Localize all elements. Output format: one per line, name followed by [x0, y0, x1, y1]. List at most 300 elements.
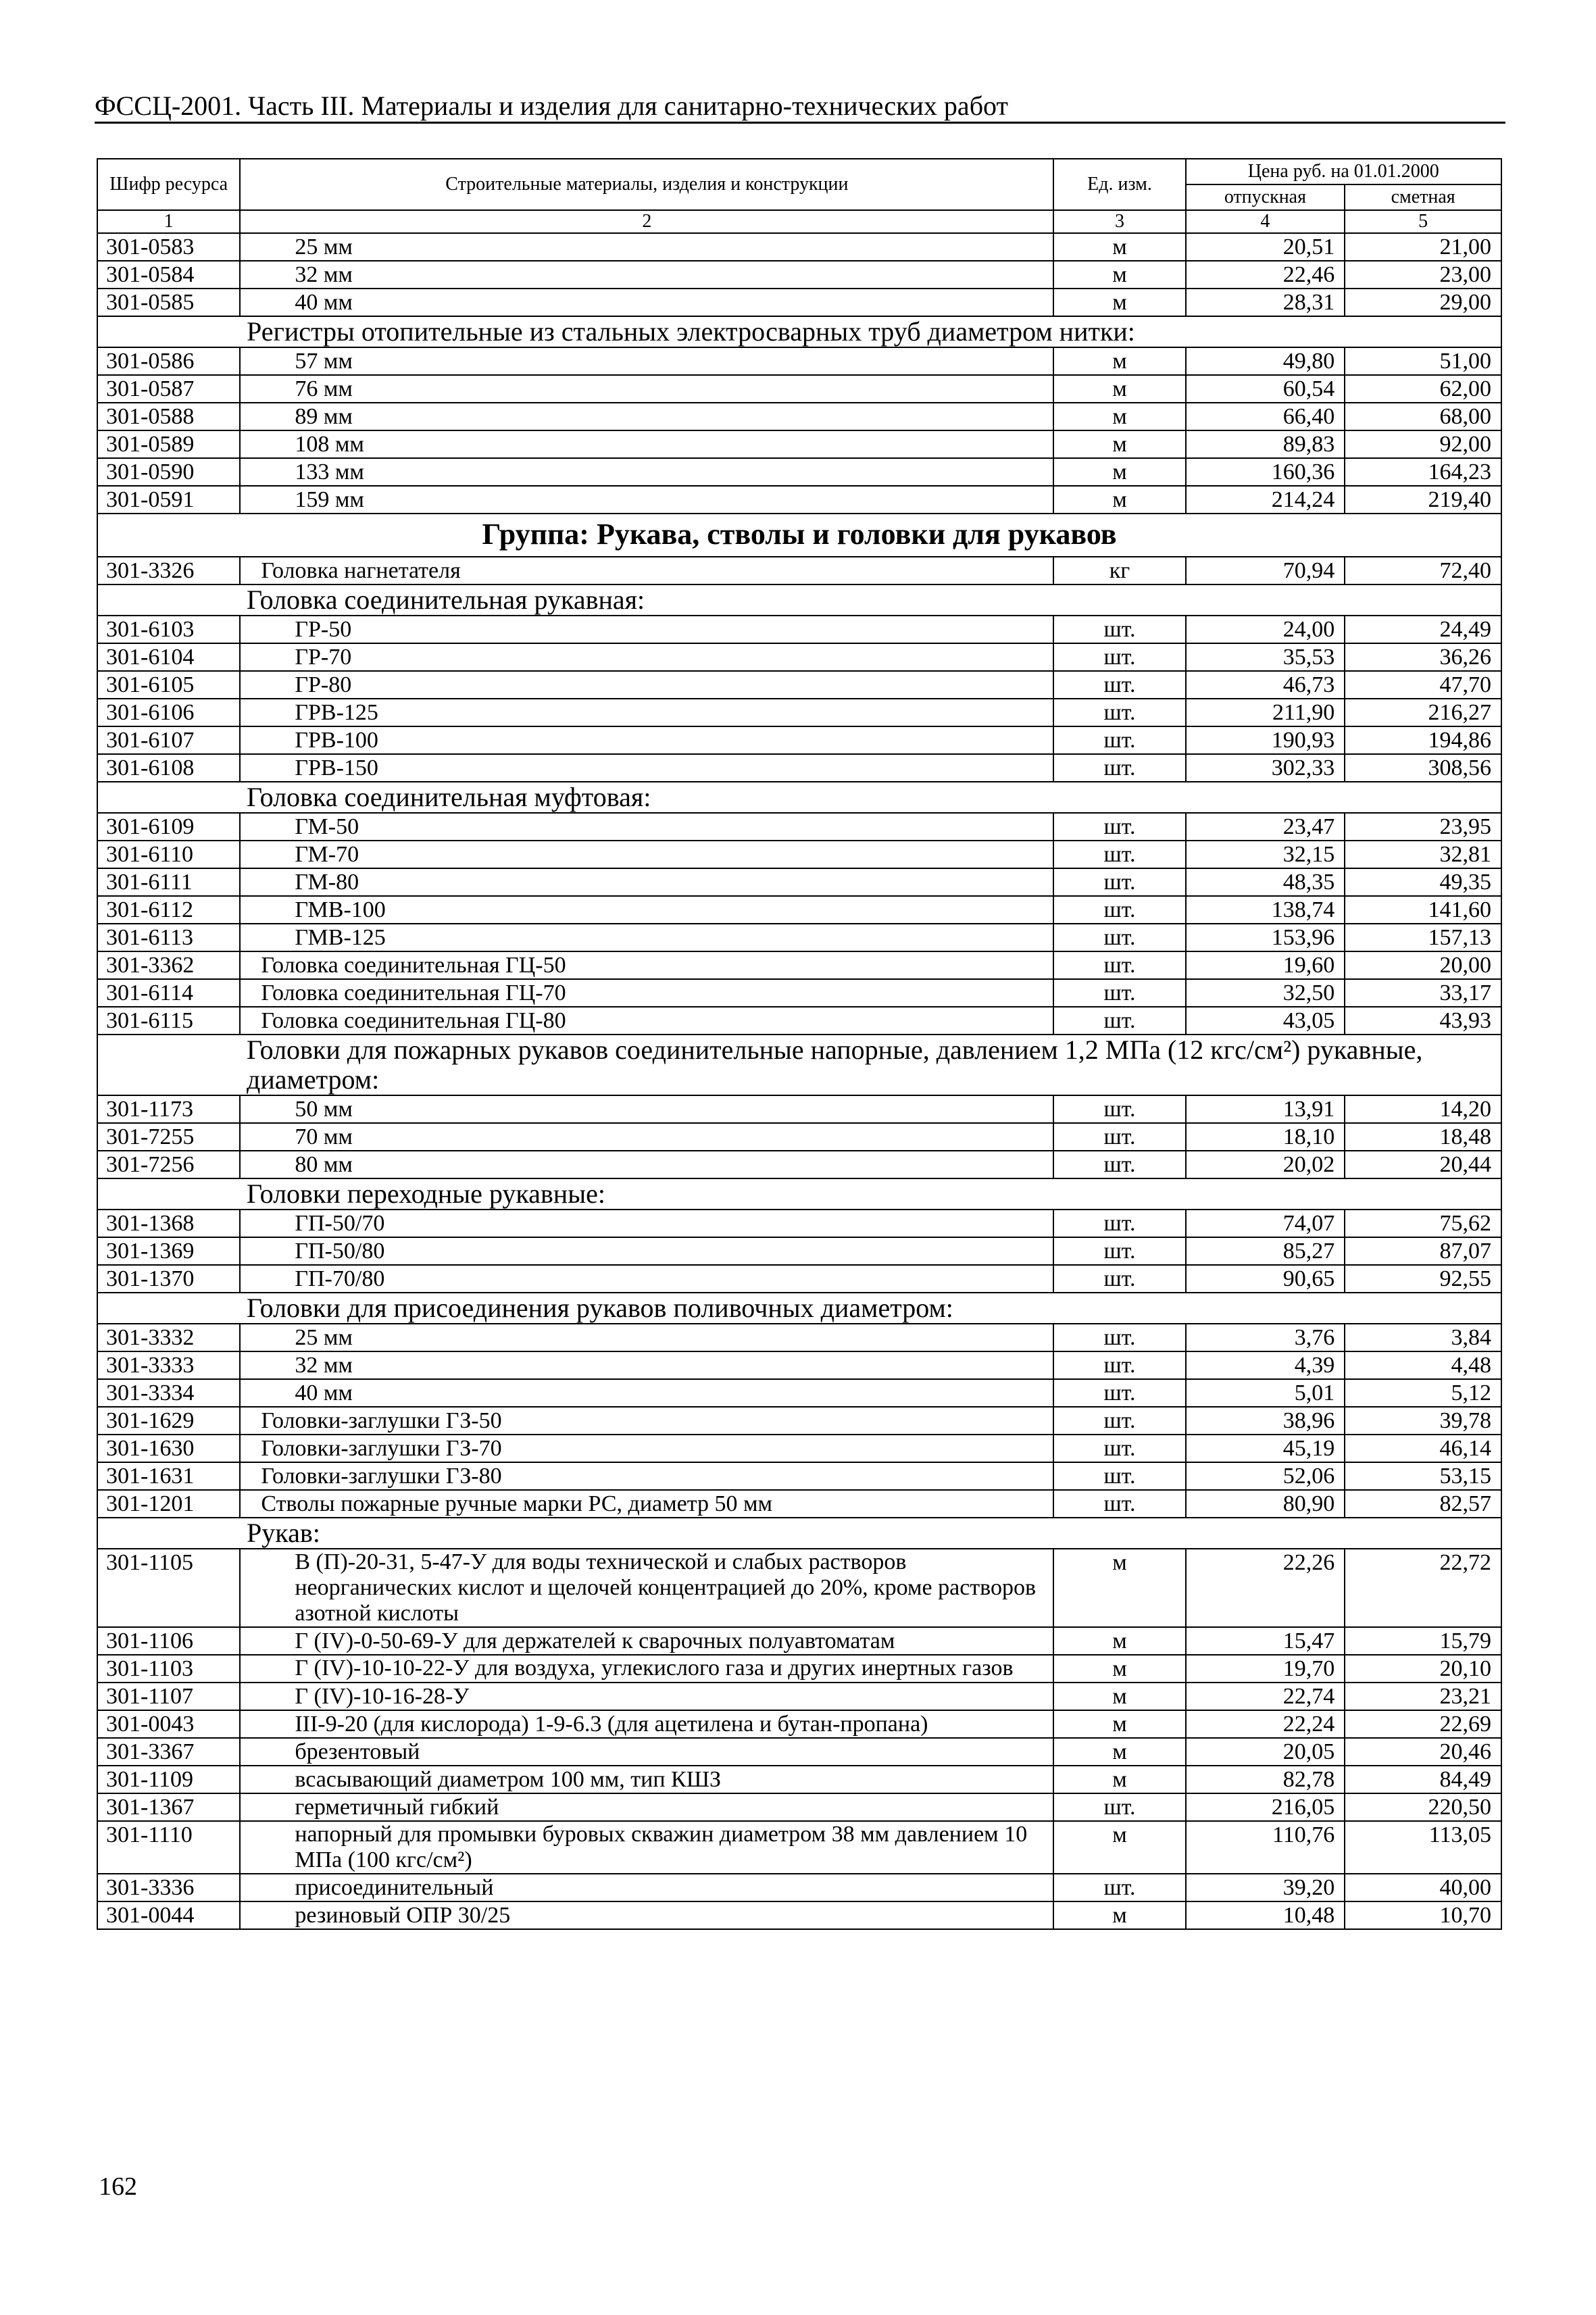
material-name: Г (IV)-10-16-28-У	[240, 1683, 1053, 1710]
release-price: 49,80	[1186, 347, 1345, 375]
unit: шт.	[1053, 979, 1185, 1007]
unit: м	[1053, 1738, 1185, 1766]
resource-code: 301-3336	[97, 1874, 240, 1901]
release-price: 28,31	[1186, 289, 1345, 316]
unit: шт.	[1053, 841, 1185, 868]
release-price: 74,07	[1186, 1210, 1345, 1237]
unit: шт.	[1053, 1462, 1185, 1490]
estimate-price: 49,35	[1345, 868, 1501, 896]
table-row	[97, 375, 1501, 403]
unit: шт.	[1053, 1324, 1185, 1351]
estimate-price: 194,86	[1345, 726, 1501, 754]
resource-code: 301-0591	[97, 486, 240, 514]
unit: шт.	[1053, 924, 1185, 951]
unit: шт.	[1053, 671, 1185, 699]
resource-code: 301-0590	[97, 458, 240, 486]
release-price: 22,24	[1186, 1710, 1345, 1738]
unit: шт.	[1053, 1265, 1185, 1293]
estimate-price: 92,55	[1345, 1265, 1501, 1293]
table-row	[97, 1265, 1501, 1293]
material-name: 32 мм	[240, 1351, 1053, 1379]
resource-code: 301-3367	[97, 1738, 240, 1766]
resource-code: 301-6105	[97, 671, 240, 699]
material-name: ГРВ-125	[240, 699, 1053, 726]
table-row	[97, 754, 1501, 782]
resource-code: 301-6111	[97, 868, 240, 896]
material-name: Головка соединительная ГЦ-80	[240, 1007, 1053, 1035]
unit: м	[1053, 1627, 1185, 1655]
estimate-price: 39,78	[1345, 1407, 1501, 1435]
table-row	[97, 1738, 1501, 1766]
estimate-price: 23,21	[1345, 1683, 1501, 1710]
release-price: 89,83	[1186, 430, 1345, 458]
subheading-text: Головки переходные рукавные:	[97, 1178, 1501, 1210]
table-row	[97, 868, 1501, 896]
unit: м	[1053, 1821, 1185, 1874]
material-name: ГМ-70	[240, 841, 1053, 868]
release-price: 35,53	[1186, 643, 1345, 671]
unit: шт.	[1053, 726, 1185, 754]
release-price: 214,24	[1186, 486, 1345, 514]
estimate-price: 157,13	[1345, 924, 1501, 951]
material-name: 25 мм	[240, 233, 1053, 261]
material-name: 25 мм	[240, 1324, 1053, 1351]
release-price: 211,90	[1186, 699, 1345, 726]
resource-code: 301-0043	[97, 1710, 240, 1738]
col-number: 5	[1345, 210, 1501, 233]
table-row	[97, 1435, 1501, 1462]
estimate-price: 82,57	[1345, 1490, 1501, 1518]
table-row	[97, 1379, 1501, 1407]
material-name: 50 мм	[240, 1095, 1053, 1123]
estimate-price: 32,81	[1345, 841, 1501, 868]
col-number: 3	[1053, 210, 1185, 233]
material-name: ГМ-80	[240, 868, 1053, 896]
table-row	[97, 1095, 1501, 1123]
unit: шт.	[1053, 1407, 1185, 1435]
release-price: 302,33	[1186, 754, 1345, 782]
table-row	[97, 1123, 1501, 1151]
material-name: Головки-заглушки ГЗ-80	[240, 1462, 1053, 1490]
table-row	[97, 1462, 1501, 1490]
table-row	[97, 1710, 1501, 1738]
estimate-price: 22,69	[1345, 1710, 1501, 1738]
resource-code: 301-6106	[97, 699, 240, 726]
estimate-price: 72,40	[1345, 557, 1501, 584]
material-name: 76 мм	[240, 375, 1053, 403]
material-name: ГП-50/70	[240, 1210, 1053, 1237]
table-row	[97, 261, 1501, 289]
estimate-price: 10,70	[1345, 1901, 1501, 1929]
resource-code: 301-1370	[97, 1265, 240, 1293]
estimate-price: 3,84	[1345, 1324, 1501, 1351]
material-name: 40 мм	[240, 289, 1053, 316]
estimate-price: 33,17	[1345, 979, 1501, 1007]
estimate-price: 141,60	[1345, 896, 1501, 924]
table-row	[97, 458, 1501, 486]
material-name: брезентовый	[240, 1738, 1053, 1766]
resource-code: 301-6115	[97, 1007, 240, 1035]
release-price: 160,36	[1186, 458, 1345, 486]
resource-code: 301-3332	[97, 1324, 240, 1351]
release-price: 22,74	[1186, 1683, 1345, 1710]
table-row	[97, 1237, 1501, 1265]
estimate-price: 216,27	[1345, 699, 1501, 726]
unit: м	[1053, 375, 1185, 403]
subheading-text: Головки для присоединения рукавов поливочных диаметром:	[97, 1293, 1501, 1324]
col-number: 1	[97, 210, 240, 233]
material-name: резиновый ОПР 30/25	[240, 1901, 1053, 1929]
material-name: Головки-заглушки ГЗ-70	[240, 1435, 1053, 1462]
release-price: 3,76	[1186, 1324, 1345, 1351]
material-name: 108 мм	[240, 430, 1053, 458]
table-row	[97, 1821, 1501, 1874]
unit: шт.	[1053, 896, 1185, 924]
unit: шт.	[1053, 1123, 1185, 1151]
unit: шт.	[1053, 1210, 1185, 1237]
table-row	[97, 1324, 1501, 1351]
material-name: Г (IV)-0-50-69-У для держателей к сварочных полуавтоматам	[240, 1627, 1053, 1655]
table-row	[97, 1007, 1501, 1035]
material-name: 80 мм	[240, 1151, 1053, 1178]
table-row	[97, 289, 1501, 316]
subheading-row	[97, 584, 1501, 616]
estimate-price: 20,46	[1345, 1738, 1501, 1766]
release-price: 13,91	[1186, 1095, 1345, 1123]
release-price: 90,65	[1186, 1265, 1345, 1293]
material-name: ГП-70/80	[240, 1265, 1053, 1293]
release-price: 43,05	[1186, 1007, 1345, 1035]
estimate-price: 219,40	[1345, 486, 1501, 514]
release-price: 20,51	[1186, 233, 1345, 261]
unit: шт.	[1053, 754, 1185, 782]
resource-code: 301-1631	[97, 1462, 240, 1490]
resource-code: 301-3362	[97, 951, 240, 979]
material-name: Головки-заглушки ГЗ-50	[240, 1407, 1053, 1435]
resource-code: 301-0583	[97, 233, 240, 261]
table-row	[97, 347, 1501, 375]
col-header-price: Цена руб. на 01.01.2000	[1186, 159, 1501, 184]
table-row	[97, 1901, 1501, 1929]
page-header-title: ФССЦ-2001. Часть III. Материалы и изделия для санитарно-технических работ	[95, 91, 1008, 121]
material-name: Головка соединительная ГЦ-70	[240, 979, 1053, 1007]
table-row	[97, 699, 1501, 726]
group-title: Группа: Рукава, стволы и головки для рукавов	[97, 514, 1501, 557]
table-row	[97, 486, 1501, 514]
estimate-price: 18,48	[1345, 1123, 1501, 1151]
table-row	[97, 1627, 1501, 1655]
estimate-price: 43,93	[1345, 1007, 1501, 1035]
table-row	[97, 1151, 1501, 1178]
unit: шт.	[1053, 616, 1185, 643]
unit: м	[1053, 347, 1185, 375]
unit: шт.	[1053, 1379, 1185, 1407]
unit: кг	[1053, 557, 1185, 584]
resource-code: 301-7256	[97, 1151, 240, 1178]
unit: м	[1053, 1901, 1185, 1929]
estimate-price: 24,49	[1345, 616, 1501, 643]
col-header-name: Строительные материалы, изделия и конструкции	[240, 159, 1053, 210]
resource-code: 301-1109	[97, 1766, 240, 1793]
table-row	[97, 430, 1501, 458]
resource-code: 301-1201	[97, 1490, 240, 1518]
resource-code: 301-6108	[97, 754, 240, 782]
resource-code: 301-1103	[97, 1655, 240, 1683]
release-price: 32,15	[1186, 841, 1345, 868]
table-row	[97, 1407, 1501, 1435]
release-price: 216,05	[1186, 1793, 1345, 1821]
resource-code: 301-6107	[97, 726, 240, 754]
resource-code: 301-3334	[97, 1379, 240, 1407]
release-price: 19,60	[1186, 951, 1345, 979]
material-name: ГРВ-100	[240, 726, 1053, 754]
release-price: 4,39	[1186, 1351, 1345, 1379]
release-price: 22,26	[1186, 1549, 1345, 1627]
release-price: 138,74	[1186, 896, 1345, 924]
table-row	[97, 841, 1501, 868]
material-name: Стволы пожарные ручные марки РС, диаметр 50 мм	[240, 1490, 1053, 1518]
material-name: присоединительный	[240, 1874, 1053, 1901]
release-price: 110,76	[1186, 1821, 1345, 1874]
estimate-price: 4,48	[1345, 1351, 1501, 1379]
unit: м	[1053, 1766, 1185, 1793]
release-price: 66,40	[1186, 403, 1345, 430]
material-name: ГР-50	[240, 616, 1053, 643]
unit: м	[1053, 1655, 1185, 1683]
header-rule	[95, 122, 1505, 124]
material-name: ГМВ-100	[240, 896, 1053, 924]
resource-code: 301-6114	[97, 979, 240, 1007]
subheading-row	[97, 782, 1501, 813]
col-header-estimate: сметная	[1345, 184, 1501, 210]
release-price: 18,10	[1186, 1123, 1345, 1151]
release-price: 48,35	[1186, 868, 1345, 896]
resource-code: 301-0585	[97, 289, 240, 316]
material-name: В (П)-20-31, 5-47-У для воды технической и слабых растворов неорганических кислот и щелочей концентрацией до 20%, кроме растворов азотной кислоты	[240, 1549, 1053, 1627]
estimate-price: 47,70	[1345, 671, 1501, 699]
unit: шт.	[1053, 868, 1185, 896]
resource-code: 301-6110	[97, 841, 240, 868]
subheading-text: Регистры отопительные из стальных электросварных труб диаметром нитки:	[97, 316, 1501, 347]
release-price: 39,20	[1186, 1874, 1345, 1901]
estimate-price: 29,00	[1345, 289, 1501, 316]
release-price: 190,93	[1186, 726, 1345, 754]
estimate-price: 40,00	[1345, 1874, 1501, 1901]
release-price: 38,96	[1186, 1407, 1345, 1435]
estimate-price: 164,23	[1345, 458, 1501, 486]
material-name: ГП-50/80	[240, 1237, 1053, 1265]
resource-code: 301-6112	[97, 896, 240, 924]
material-name: 32 мм	[240, 261, 1053, 289]
material-name: 70 мм	[240, 1123, 1053, 1151]
table-row	[97, 557, 1501, 584]
resource-code: 301-1630	[97, 1435, 240, 1462]
material-name: Г (IV)-10-10-22-У для воздуха, углекислого газа и других инертных газов	[240, 1655, 1053, 1683]
estimate-price: 22,72	[1345, 1549, 1501, 1627]
unit: шт.	[1053, 1793, 1185, 1821]
estimate-price: 308,56	[1345, 754, 1501, 782]
estimate-price: 53,15	[1345, 1462, 1501, 1490]
subheading-row	[97, 1035, 1501, 1095]
resource-code: 301-1367	[97, 1793, 240, 1821]
table-row	[97, 979, 1501, 1007]
col-header-release: отпускная	[1186, 184, 1345, 210]
release-price: 52,06	[1186, 1462, 1345, 1490]
unit: шт.	[1053, 1095, 1185, 1123]
unit: шт.	[1053, 699, 1185, 726]
table-row	[97, 1683, 1501, 1710]
page-number: 162	[99, 2172, 137, 2201]
release-price: 19,70	[1186, 1655, 1345, 1683]
estimate-price: 23,00	[1345, 261, 1501, 289]
unit: шт.	[1053, 1435, 1185, 1462]
material-name: 40 мм	[240, 1379, 1053, 1407]
table-row	[97, 1351, 1501, 1379]
release-price: 5,01	[1186, 1379, 1345, 1407]
estimate-price: 21,00	[1345, 233, 1501, 261]
table-row	[97, 1490, 1501, 1518]
unit: шт.	[1053, 1007, 1185, 1035]
release-price: 10,48	[1186, 1901, 1345, 1929]
unit: м	[1053, 289, 1185, 316]
material-name: напорный для промывки буровых скважин диаметром 38 мм давлением 10 МПа (100 кгс/см²)	[240, 1821, 1053, 1874]
resource-code: 301-6103	[97, 616, 240, 643]
release-price: 60,54	[1186, 375, 1345, 403]
material-name: 57 мм	[240, 347, 1053, 375]
table-row	[97, 1655, 1501, 1683]
resource-code: 301-0586	[97, 347, 240, 375]
col-number: 4	[1186, 210, 1345, 233]
estimate-price: 113,05	[1345, 1821, 1501, 1874]
estimate-price: 20,10	[1345, 1655, 1501, 1683]
estimate-price: 23,95	[1345, 813, 1501, 841]
resource-code: 301-6104	[97, 643, 240, 671]
subheading-text: Головка соединительная муфтовая:	[97, 782, 1501, 813]
unit: м	[1053, 1710, 1185, 1738]
col-number: 2	[240, 210, 1053, 233]
resource-code: 301-0588	[97, 403, 240, 430]
material-name: ГМВ-125	[240, 924, 1053, 951]
unit: м	[1053, 458, 1185, 486]
material-name: герметичный гибкий	[240, 1793, 1053, 1821]
estimate-price: 51,00	[1345, 347, 1501, 375]
release-price: 80,90	[1186, 1490, 1345, 1518]
table-row	[97, 643, 1501, 671]
unit: м	[1053, 1683, 1185, 1710]
price-table	[97, 158, 1502, 1930]
resource-code: 301-1629	[97, 1407, 240, 1435]
estimate-price: 220,50	[1345, 1793, 1501, 1821]
material-name: Головка соединительная ГЦ-50	[240, 951, 1053, 979]
unit: шт.	[1053, 1490, 1185, 1518]
subheading-row	[97, 1293, 1501, 1324]
estimate-price: 20,00	[1345, 951, 1501, 979]
release-price: 23,47	[1186, 813, 1345, 841]
table-row	[97, 671, 1501, 699]
table-row	[97, 1874, 1501, 1901]
resource-code: 301-7255	[97, 1123, 240, 1151]
subheading-text: Головка соединительная рукавная:	[97, 584, 1501, 616]
unit: шт.	[1053, 1351, 1185, 1379]
unit: м	[1053, 1549, 1185, 1627]
estimate-price: 68,00	[1345, 403, 1501, 430]
table-row	[97, 1793, 1501, 1821]
release-price: 22,46	[1186, 261, 1345, 289]
subheading-row	[97, 316, 1501, 347]
table-row	[97, 403, 1501, 430]
resource-code: 301-1107	[97, 1683, 240, 1710]
table-row	[97, 616, 1501, 643]
subheading-row	[97, 1518, 1501, 1549]
estimate-price: 20,44	[1345, 1151, 1501, 1178]
release-price: 85,27	[1186, 1237, 1345, 1265]
resource-code: 301-0584	[97, 261, 240, 289]
resource-code: 301-3326	[97, 557, 240, 584]
unit: м	[1053, 261, 1185, 289]
resource-code: 301-0044	[97, 1901, 240, 1929]
material-name: ГР-80	[240, 671, 1053, 699]
table-row	[97, 951, 1501, 979]
resource-code: 301-1173	[97, 1095, 240, 1123]
estimate-price: 14,20	[1345, 1095, 1501, 1123]
table-body	[97, 233, 1501, 1929]
material-name: ГР-70	[240, 643, 1053, 671]
col-header-unit: Ед. изм.	[1053, 159, 1185, 210]
subheading-text: Рукав:	[97, 1518, 1501, 1549]
table-row	[97, 1210, 1501, 1237]
resource-code: 301-1105	[97, 1549, 240, 1627]
release-price: 82,78	[1186, 1766, 1345, 1793]
release-price: 20,02	[1186, 1151, 1345, 1178]
material-name: 159 мм	[240, 486, 1053, 514]
material-name: III-9-20 (для кислорода) 1-9-6.3 (для ацетилена и бутан-пропана)	[240, 1710, 1053, 1738]
resource-code: 301-6109	[97, 813, 240, 841]
material-name: ГМ-50	[240, 813, 1053, 841]
estimate-price: 15,79	[1345, 1627, 1501, 1655]
group-row	[97, 514, 1501, 557]
estimate-price: 92,00	[1345, 430, 1501, 458]
estimate-price: 46,14	[1345, 1435, 1501, 1462]
subheading-row	[97, 1178, 1501, 1210]
resource-code: 301-1106	[97, 1627, 240, 1655]
unit: шт.	[1053, 1151, 1185, 1178]
estimate-price: 62,00	[1345, 375, 1501, 403]
unit: шт.	[1053, 813, 1185, 841]
release-price: 46,73	[1186, 671, 1345, 699]
material-name: ГРВ-150	[240, 754, 1053, 782]
release-price: 45,19	[1186, 1435, 1345, 1462]
resource-code: 301-0589	[97, 430, 240, 458]
unit: шт.	[1053, 951, 1185, 979]
unit: м	[1053, 486, 1185, 514]
material-name: 89 мм	[240, 403, 1053, 430]
material-name: Головка нагнетателя	[240, 557, 1053, 584]
resource-code: 301-6113	[97, 924, 240, 951]
estimate-price: 84,49	[1345, 1766, 1501, 1793]
material-name: 133 мм	[240, 458, 1053, 486]
unit: м	[1053, 233, 1185, 261]
material-name: всасывающий диаметром 100 мм, тип КШЗ	[240, 1766, 1053, 1793]
estimate-price: 5,12	[1345, 1379, 1501, 1407]
subheading-text: Головки для пожарных рукавов соединительные напорные, давлением 1,2 МПа (12 кгс/см²) рукавные, диаметром:	[97, 1035, 1501, 1095]
release-price: 24,00	[1186, 616, 1345, 643]
release-price: 15,47	[1186, 1627, 1345, 1655]
unit: шт.	[1053, 643, 1185, 671]
estimate-price: 75,62	[1345, 1210, 1501, 1237]
unit: м	[1053, 403, 1185, 430]
table-row	[97, 233, 1501, 261]
estimate-price: 87,07	[1345, 1237, 1501, 1265]
